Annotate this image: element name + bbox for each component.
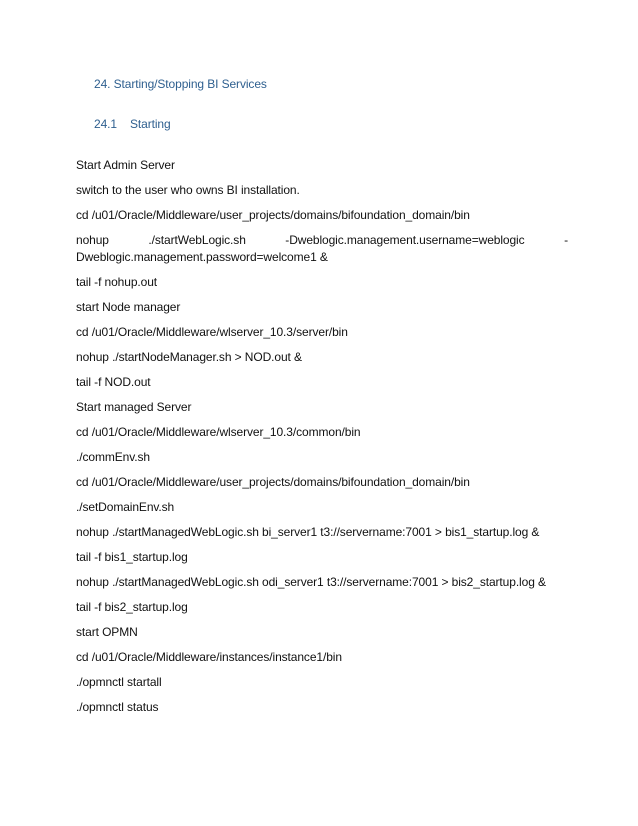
text-line: Start Admin Server: [76, 158, 175, 172]
command-line: tail -f bis2_startup.log: [76, 600, 188, 614]
command-line: ./commEnv.sh: [76, 450, 150, 464]
text-line: start OPMN: [76, 625, 138, 639]
text-line: Start managed Server: [76, 400, 192, 414]
command-fragment: -: [564, 233, 568, 247]
command-line: cd /u01/Oracle/Middleware/user_projects/domains/bifoundation_domain/bin: [76, 208, 470, 222]
command-line: nohup ./startManagedWebLogic.sh bi_server1 t3://servername:7001 > bis1_startup.log &: [76, 525, 540, 539]
text-line: start Node manager: [76, 300, 181, 314]
command-line: cd /u01/Oracle/Middleware/instances/instance1/bin: [76, 650, 342, 664]
subsection-title: Starting: [130, 117, 171, 131]
command-line: cd /u01/Oracle/Middleware/wlserver_10.3/server/bin: [76, 325, 348, 339]
command-line-justified: [76, 232, 568, 248]
command-line: nohup ./startNodeManager.sh > NOD.out &: [76, 350, 302, 364]
command-line: ./setDomainEnv.sh: [76, 500, 175, 514]
command-line: nohup ./startManagedWebLogic.sh odi_server1 t3://servername:7001 > bis2_startup.log &: [76, 575, 546, 589]
command-line: tail -f NOD.out: [76, 375, 151, 389]
subsection-number: 24.1: [94, 117, 117, 131]
command-fragment: ./startWebLogic.sh: [148, 233, 246, 247]
command-fragment: -Dweblogic.management.username=weblogic: [285, 233, 525, 247]
command-line: ./opmnctl status: [76, 700, 159, 714]
command-line: tail -f bis1_startup.log: [76, 550, 188, 564]
command-line: Dweblogic.management.password=welcome1 &: [76, 250, 328, 264]
command-line: cd /u01/Oracle/Middleware/user_projects/domains/bifoundation_domain/bin: [76, 475, 470, 489]
command-line: tail -f nohup.out: [76, 275, 158, 289]
section-heading: 24. Starting/Stopping BI Services: [94, 77, 267, 91]
subsection-heading: [94, 117, 171, 131]
command-line: ./opmnctl startall: [76, 675, 162, 689]
command-line: cd /u01/Oracle/Middleware/wlserver_10.3/common/bin: [76, 425, 361, 439]
text-line: switch to the user who owns BI installation.: [76, 183, 300, 197]
command-fragment: nohup: [76, 233, 109, 247]
